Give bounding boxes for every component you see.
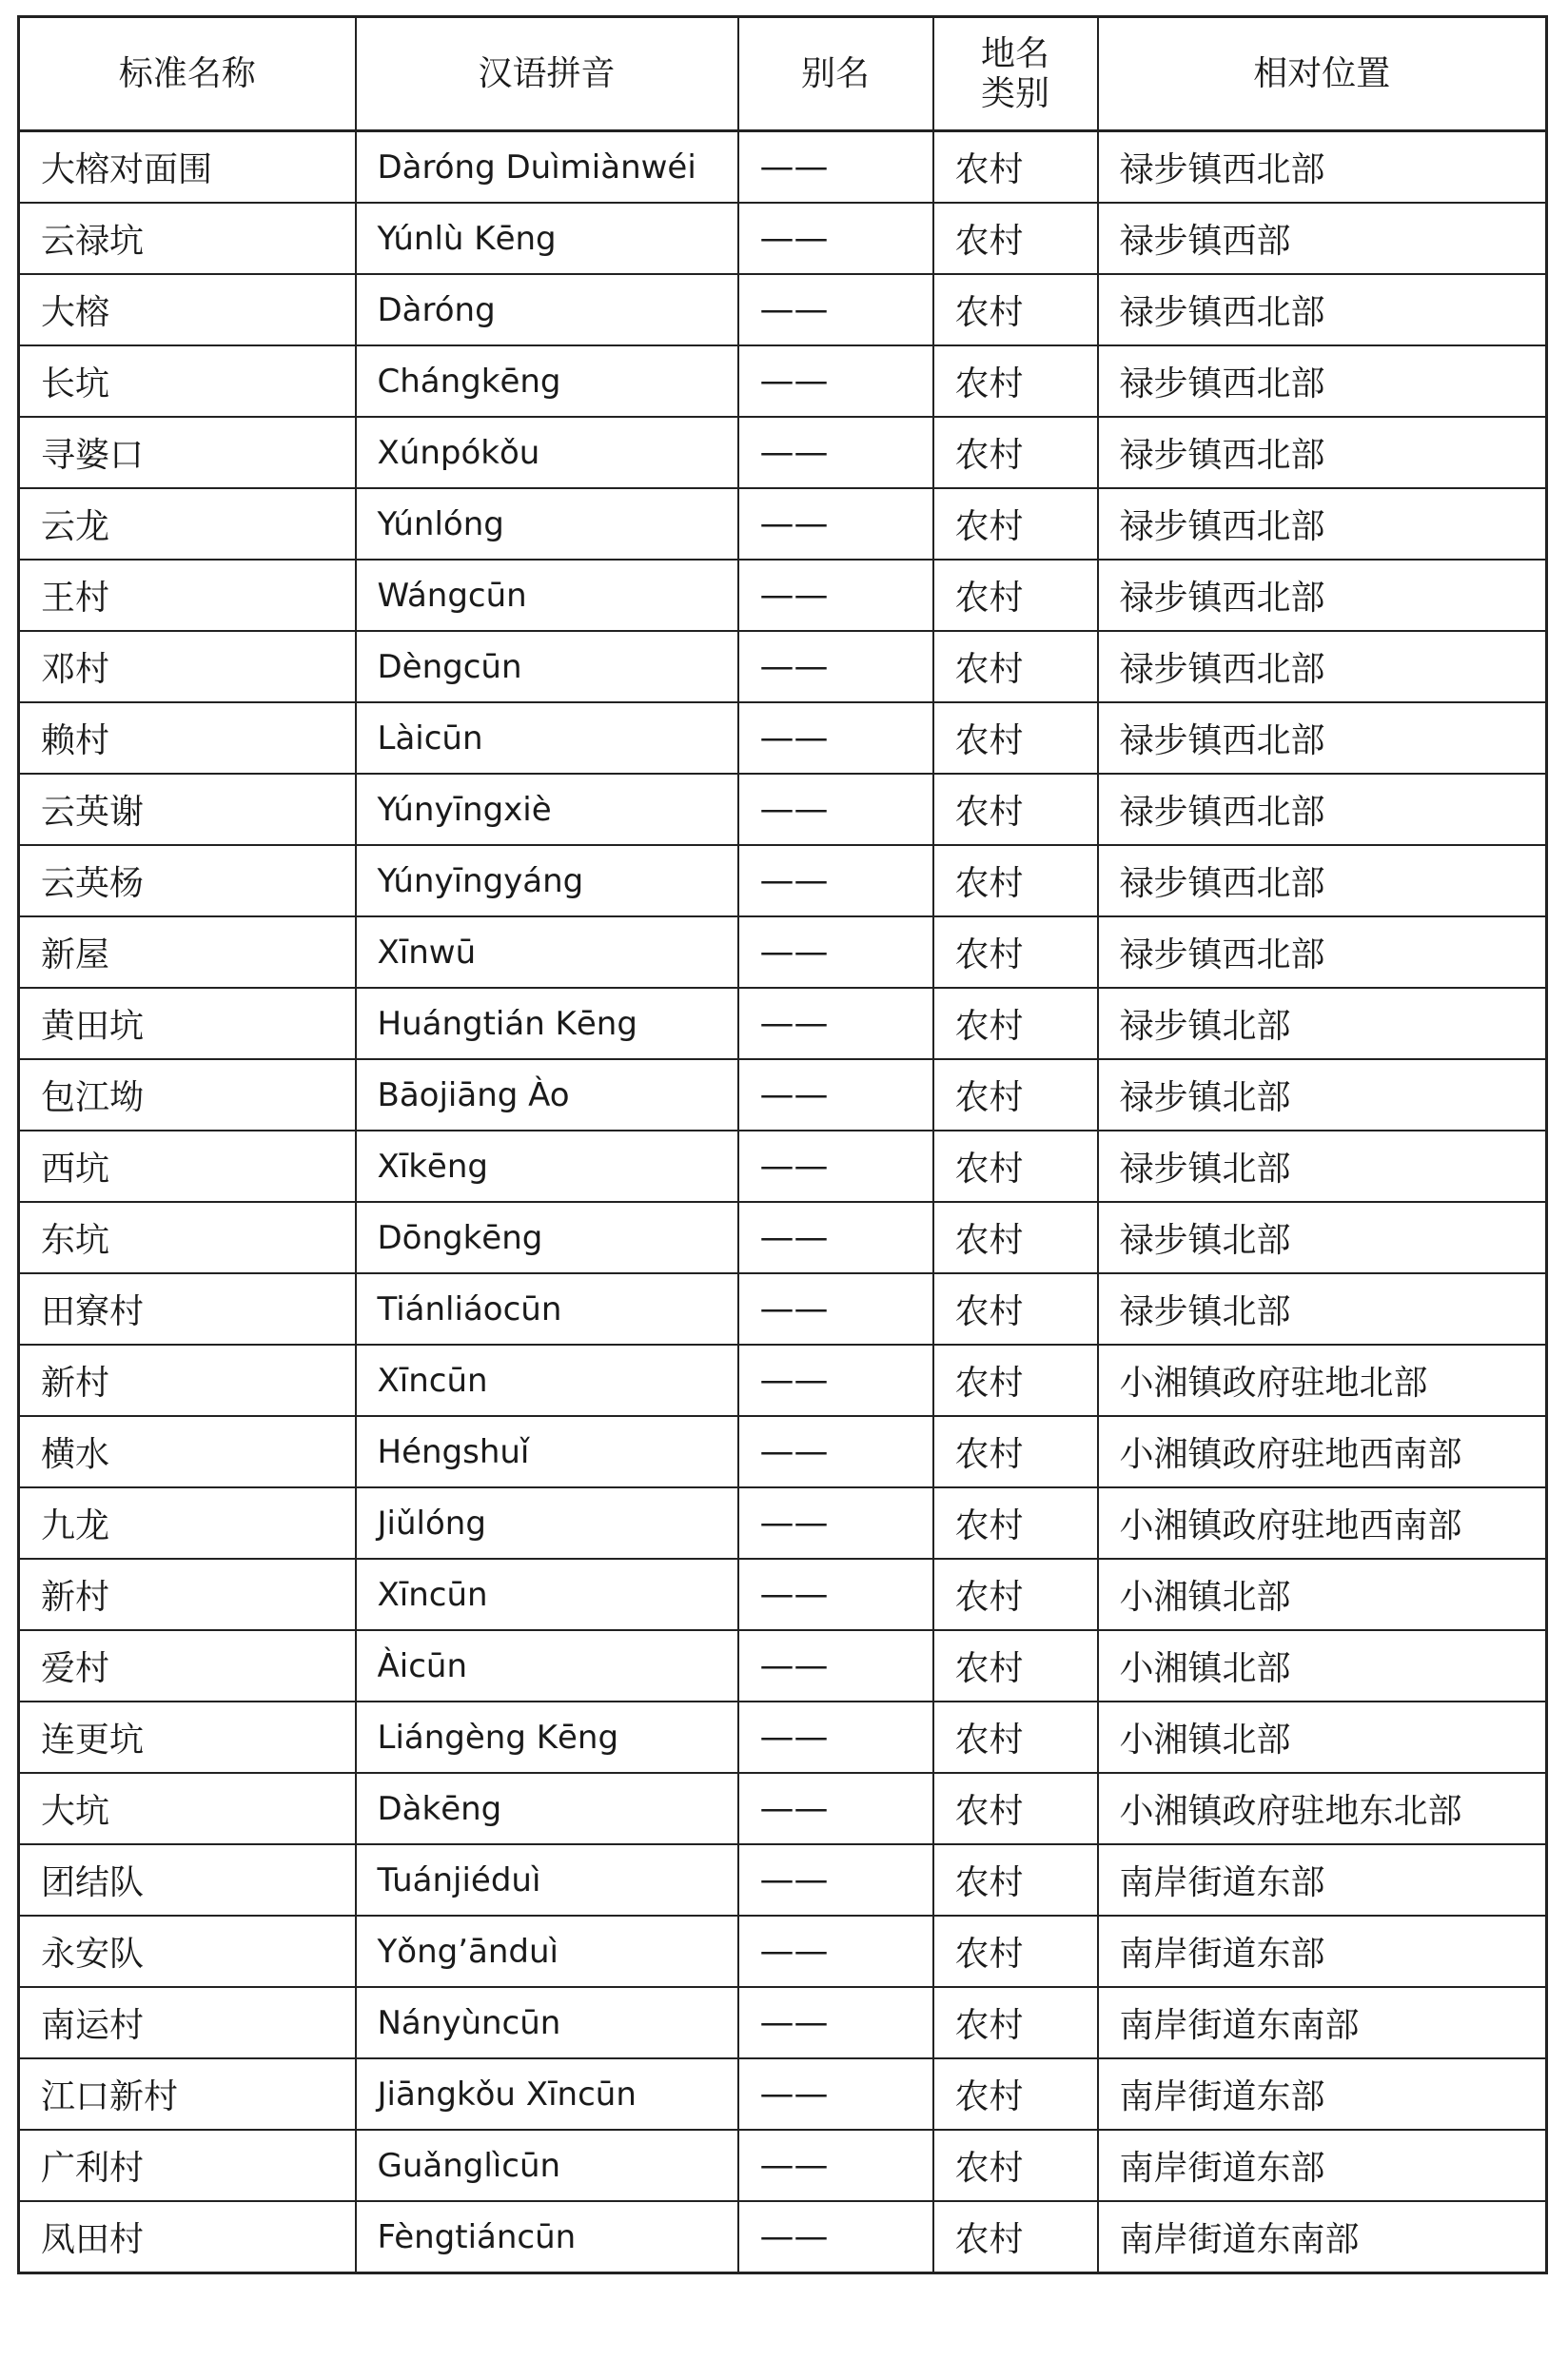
relative-position-cell: 小湘镇政府驻地东北部 bbox=[1098, 1773, 1547, 1844]
standard-name-cell: 团结队 bbox=[19, 1844, 356, 1916]
relative-position-cell: 南岸街道东南部 bbox=[1098, 1987, 1547, 2058]
category-cell: 农村 bbox=[933, 1844, 1098, 1916]
standard-name-cell: 凤田村 bbox=[19, 2201, 356, 2273]
table-row bbox=[19, 631, 1547, 702]
pinyin-cell: Nányùncūn bbox=[356, 1987, 738, 2058]
alias-cell: —— bbox=[738, 1630, 933, 1702]
relative-position-cell: 南岸街道东部 bbox=[1098, 2058, 1547, 2130]
table-row bbox=[19, 417, 1547, 488]
category-cell: 农村 bbox=[933, 2130, 1098, 2201]
relative-position-cell: 小湘镇北部 bbox=[1098, 1702, 1547, 1773]
place-name-table bbox=[17, 15, 1548, 2274]
standard-name-cell: 赖村 bbox=[19, 702, 356, 774]
category-cell: 农村 bbox=[933, 1202, 1098, 1273]
category-cell: 农村 bbox=[933, 774, 1098, 845]
table-row bbox=[19, 2130, 1547, 2201]
standard-name-cell: 新村 bbox=[19, 1345, 356, 1416]
table-row bbox=[19, 916, 1547, 988]
table-row bbox=[19, 345, 1547, 417]
table-row bbox=[19, 1416, 1547, 1487]
header-pinyin: 汉语拼音 bbox=[356, 17, 738, 131]
pinyin-cell: Xīkēng bbox=[356, 1131, 738, 1202]
relative-position-cell: 小湘镇北部 bbox=[1098, 1559, 1547, 1630]
alias-cell: —— bbox=[738, 1773, 933, 1844]
alias-cell: —— bbox=[738, 1345, 933, 1416]
alias-cell: —— bbox=[738, 1059, 933, 1131]
header-category bbox=[933, 17, 1098, 131]
relative-position-cell: 禄步镇北部 bbox=[1098, 988, 1547, 1059]
standard-name-cell: 云禄坑 bbox=[19, 203, 356, 274]
alias-cell: —— bbox=[738, 274, 933, 345]
category-cell: 农村 bbox=[933, 1630, 1098, 1702]
standard-name-cell: 广利村 bbox=[19, 2130, 356, 2201]
alias-cell: —— bbox=[738, 631, 933, 702]
alias-cell: —— bbox=[738, 916, 933, 988]
category-cell: 农村 bbox=[933, 417, 1098, 488]
table-row bbox=[19, 1345, 1547, 1416]
standard-name-cell: 云英杨 bbox=[19, 845, 356, 916]
pinyin-cell: Xīncūn bbox=[356, 1559, 738, 1630]
standard-name-cell: 东坑 bbox=[19, 1202, 356, 1273]
alias-cell: —— bbox=[738, 560, 933, 631]
standard-name-cell: 连更坑 bbox=[19, 1702, 356, 1773]
pinyin-cell: Jiāngkǒu Xīncūn bbox=[356, 2058, 738, 2130]
table-row bbox=[19, 2058, 1547, 2130]
category-cell: 农村 bbox=[933, 203, 1098, 274]
pinyin-cell: Dàkēng bbox=[356, 1773, 738, 1844]
relative-position-cell: 禄步镇西北部 bbox=[1098, 774, 1547, 845]
standard-name-cell: 黄田坑 bbox=[19, 988, 356, 1059]
alias-cell: —— bbox=[738, 1916, 933, 1987]
relative-position-cell: 禄步镇西北部 bbox=[1098, 631, 1547, 702]
category-cell: 农村 bbox=[933, 916, 1098, 988]
table-row bbox=[19, 1844, 1547, 1916]
pinyin-cell: Yúnlóng bbox=[356, 488, 738, 560]
alias-cell: —— bbox=[738, 1416, 933, 1487]
pinyin-cell: Huángtián Kēng bbox=[356, 988, 738, 1059]
pinyin-cell: Dèngcūn bbox=[356, 631, 738, 702]
alias-cell: —— bbox=[738, 1559, 933, 1630]
relative-position-cell: 禄步镇西北部 bbox=[1098, 345, 1547, 417]
category-cell: 农村 bbox=[933, 1773, 1098, 1844]
header-standard-name: 标准名称 bbox=[19, 17, 356, 131]
pinyin-cell: Yúnyīngyáng bbox=[356, 845, 738, 916]
standard-name-cell: 大榕 bbox=[19, 274, 356, 345]
table-row bbox=[19, 1916, 1547, 1987]
table-row bbox=[19, 560, 1547, 631]
alias-cell: —— bbox=[738, 1202, 933, 1273]
relative-position-cell: 小湘镇北部 bbox=[1098, 1630, 1547, 1702]
table-row bbox=[19, 1273, 1547, 1345]
table-header bbox=[19, 17, 1547, 131]
alias-cell: —— bbox=[738, 1487, 933, 1559]
relative-position-cell: 禄步镇北部 bbox=[1098, 1059, 1547, 1131]
pinyin-cell: Xīncūn bbox=[356, 1345, 738, 1416]
alias-cell: —— bbox=[738, 488, 933, 560]
pinyin-cell: Fèngtiáncūn bbox=[356, 2201, 738, 2273]
category-cell: 农村 bbox=[933, 1987, 1098, 2058]
standard-name-cell: 西坑 bbox=[19, 1131, 356, 1202]
pinyin-cell: Chángkēng bbox=[356, 345, 738, 417]
table-row bbox=[19, 1702, 1547, 1773]
category-cell: 农村 bbox=[933, 131, 1098, 204]
standard-name-cell: 横水 bbox=[19, 1416, 356, 1487]
alias-cell: —— bbox=[738, 203, 933, 274]
table-body bbox=[19, 131, 1547, 2273]
relative-position-cell: 禄步镇西北部 bbox=[1098, 916, 1547, 988]
table-row bbox=[19, 488, 1547, 560]
standard-name-cell: 爱村 bbox=[19, 1630, 356, 1702]
table-row bbox=[19, 1487, 1547, 1559]
pinyin-cell: Tuánjiéduì bbox=[356, 1844, 738, 1916]
category-cell: 农村 bbox=[933, 631, 1098, 702]
header-category-line1: 地名 bbox=[980, 34, 1049, 74]
category-cell: 农村 bbox=[933, 1131, 1098, 1202]
table-row bbox=[19, 203, 1547, 274]
pinyin-cell: Xúnpókǒu bbox=[356, 417, 738, 488]
table-row bbox=[19, 1202, 1547, 1273]
pinyin-cell: Yúnlù Kēng bbox=[356, 203, 738, 274]
standard-name-cell: 王村 bbox=[19, 560, 356, 631]
table-row bbox=[19, 1987, 1547, 2058]
table-row bbox=[19, 1773, 1547, 1844]
category-cell: 农村 bbox=[933, 988, 1098, 1059]
header-alias: 别名 bbox=[738, 17, 933, 131]
category-cell: 农村 bbox=[933, 488, 1098, 560]
relative-position-cell: 禄步镇西北部 bbox=[1098, 560, 1547, 631]
pinyin-cell: Xīnwū bbox=[356, 916, 738, 988]
relative-position-cell: 禄步镇西北部 bbox=[1098, 488, 1547, 560]
relative-position-cell: 禄步镇西部 bbox=[1098, 203, 1547, 274]
alias-cell: —— bbox=[738, 845, 933, 916]
standard-name-cell: 新屋 bbox=[19, 916, 356, 988]
alias-cell: —— bbox=[738, 1702, 933, 1773]
alias-cell: —— bbox=[738, 1987, 933, 2058]
relative-position-cell: 小湘镇政府驻地西南部 bbox=[1098, 1416, 1547, 1487]
standard-name-cell: 云龙 bbox=[19, 488, 356, 560]
alias-cell: —— bbox=[738, 988, 933, 1059]
pinyin-cell: Dōngkēng bbox=[356, 1202, 738, 1273]
table-row bbox=[19, 1131, 1547, 1202]
standard-name-cell: 云英谢 bbox=[19, 774, 356, 845]
category-cell: 农村 bbox=[933, 1702, 1098, 1773]
alias-cell: —— bbox=[738, 702, 933, 774]
standard-name-cell: 邓村 bbox=[19, 631, 356, 702]
pinyin-cell: Bāojiāng Ào bbox=[356, 1059, 738, 1131]
pinyin-cell: Dàróng Duìmiànwéi bbox=[356, 131, 738, 204]
category-cell: 农村 bbox=[933, 1487, 1098, 1559]
relative-position-cell: 禄步镇西北部 bbox=[1098, 417, 1547, 488]
pinyin-cell: Dàróng bbox=[356, 274, 738, 345]
alias-cell: —— bbox=[738, 2130, 933, 2201]
header-category-line2: 类别 bbox=[980, 73, 1049, 113]
category-cell: 农村 bbox=[933, 274, 1098, 345]
standard-name-cell: 大坑 bbox=[19, 1773, 356, 1844]
table-row bbox=[19, 274, 1547, 345]
table-row bbox=[19, 702, 1547, 774]
alias-cell: —— bbox=[738, 417, 933, 488]
relative-position-cell: 南岸街道东部 bbox=[1098, 2130, 1547, 2201]
standard-name-cell: 江口新村 bbox=[19, 2058, 356, 2130]
alias-cell: —— bbox=[738, 131, 933, 204]
relative-position-cell: 禄步镇西北部 bbox=[1098, 702, 1547, 774]
standard-name-cell: 田寮村 bbox=[19, 1273, 356, 1345]
alias-cell: —— bbox=[738, 1273, 933, 1345]
pinyin-cell: Tiánliáocūn bbox=[356, 1273, 738, 1345]
standard-name-cell: 长坑 bbox=[19, 345, 356, 417]
alias-cell: —— bbox=[738, 2058, 933, 2130]
standard-name-cell: 大榕对面围 bbox=[19, 131, 356, 204]
table-row bbox=[19, 774, 1547, 845]
category-cell: 农村 bbox=[933, 2201, 1098, 2273]
category-cell: 农村 bbox=[933, 1559, 1098, 1630]
category-cell: 农村 bbox=[933, 1059, 1098, 1131]
alias-cell: —— bbox=[738, 345, 933, 417]
header-row bbox=[19, 17, 1547, 131]
relative-position-cell: 小湘镇政府驻地西南部 bbox=[1098, 1487, 1547, 1559]
relative-position-cell: 南岸街道东部 bbox=[1098, 1844, 1547, 1916]
pinyin-cell: Jiǔlóng bbox=[356, 1487, 738, 1559]
pinyin-cell: Yǒng’ānduì bbox=[356, 1916, 738, 1987]
standard-name-cell: 寻婆口 bbox=[19, 417, 356, 488]
pinyin-cell: Wángcūn bbox=[356, 560, 738, 631]
table-row bbox=[19, 1059, 1547, 1131]
relative-position-cell: 南岸街道东南部 bbox=[1098, 2201, 1547, 2273]
relative-position-cell: 南岸街道东部 bbox=[1098, 1916, 1547, 1987]
alias-cell: —— bbox=[738, 1131, 933, 1202]
table-row bbox=[19, 131, 1547, 204]
table-row bbox=[19, 988, 1547, 1059]
relative-position-cell: 禄步镇北部 bbox=[1098, 1273, 1547, 1345]
pinyin-cell: Héngshuǐ bbox=[356, 1416, 738, 1487]
category-cell: 农村 bbox=[933, 845, 1098, 916]
pinyin-cell: Àicūn bbox=[356, 1630, 738, 1702]
category-cell: 农村 bbox=[933, 1416, 1098, 1487]
category-cell: 农村 bbox=[933, 702, 1098, 774]
relative-position-cell: 禄步镇西北部 bbox=[1098, 845, 1547, 916]
alias-cell: —— bbox=[738, 774, 933, 845]
relative-position-cell: 禄步镇西北部 bbox=[1098, 131, 1547, 204]
table-row bbox=[19, 2201, 1547, 2273]
relative-position-cell: 禄步镇北部 bbox=[1098, 1131, 1547, 1202]
table-row bbox=[19, 845, 1547, 916]
pinyin-cell: Yúnyīngxiè bbox=[356, 774, 738, 845]
alias-cell: —— bbox=[738, 1844, 933, 1916]
relative-position-cell: 小湘镇政府驻地北部 bbox=[1098, 1345, 1547, 1416]
alias-cell: —— bbox=[738, 2201, 933, 2273]
relative-position-cell: 禄步镇西北部 bbox=[1098, 274, 1547, 345]
standard-name-cell: 永安队 bbox=[19, 1916, 356, 1987]
table-row bbox=[19, 1630, 1547, 1702]
pinyin-cell: Guǎnglìcūn bbox=[356, 2130, 738, 2201]
pinyin-cell: Làicūn bbox=[356, 702, 738, 774]
category-cell: 农村 bbox=[933, 2058, 1098, 2130]
standard-name-cell: 新村 bbox=[19, 1559, 356, 1630]
standard-name-cell: 九龙 bbox=[19, 1487, 356, 1559]
relative-position-cell: 禄步镇北部 bbox=[1098, 1202, 1547, 1273]
category-cell: 农村 bbox=[933, 1345, 1098, 1416]
standard-name-cell: 南运村 bbox=[19, 1987, 356, 2058]
category-cell: 农村 bbox=[933, 560, 1098, 631]
pinyin-cell: Liángèng Kēng bbox=[356, 1702, 738, 1773]
header-relative-position: 相对位置 bbox=[1098, 17, 1547, 131]
category-cell: 农村 bbox=[933, 345, 1098, 417]
category-cell: 农村 bbox=[933, 1916, 1098, 1987]
table-row bbox=[19, 1559, 1547, 1630]
category-cell: 农村 bbox=[933, 1273, 1098, 1345]
standard-name-cell: 包江坳 bbox=[19, 1059, 356, 1131]
